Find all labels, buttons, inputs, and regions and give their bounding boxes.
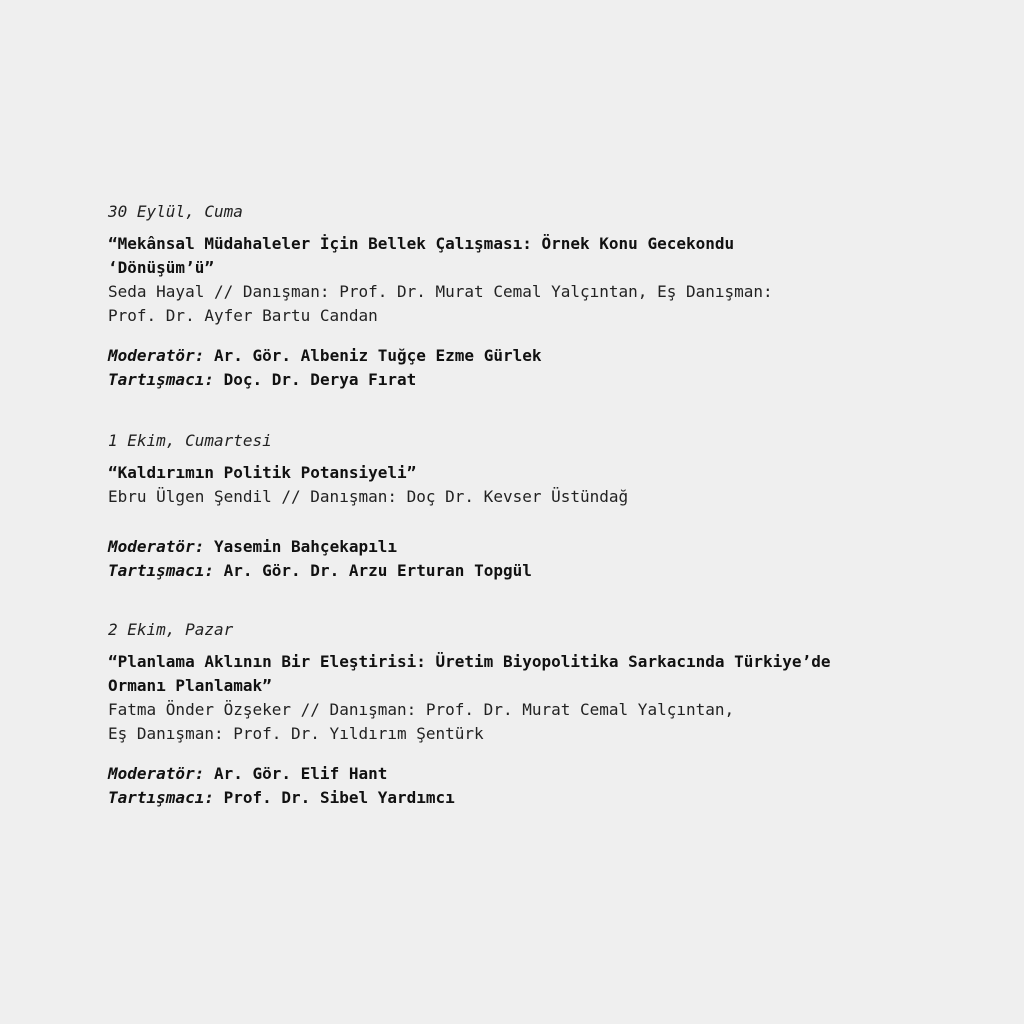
talk-title-line: “Mekânsal Müdahaleler İçin Bellek Çalışması: Örnek Konu Gecekondu: [108, 234, 735, 253]
discussant-name: Prof. Dr. Sibel Yardımcı: [223, 788, 455, 807]
presenter-line: Fatma Önder Özşeker // Danışman: Prof. Dr. Murat Cemal Yalçıntan,: [108, 700, 735, 719]
talk-title-line: “Kaldırımın Politik Potansiyeli”: [108, 463, 417, 482]
discussant-line: [108, 786, 968, 810]
talk-title-line: “Planlama Aklının Bir Eleştirisi: Üretim Biyopolitika Sarkacında Türkiye’de: [108, 652, 831, 671]
session-date: 30 Eylül, Cuma: [108, 202, 243, 221]
moderator-name: Ar. Gör. Elif Hant: [213, 764, 388, 783]
session-2: [108, 429, 968, 583]
discussant-label: Tartışmacı:: [108, 788, 214, 807]
moderator-label: Moderatör:: [108, 537, 205, 556]
discussant-label: Tartışmacı:: [108, 370, 214, 389]
moderator-line: [108, 344, 968, 368]
presenter-line: Seda Hayal // Danışman: Prof. Dr. Murat Cemal Yalçıntan, Eş Danışman:: [108, 282, 773, 301]
discussant-line: [108, 559, 968, 583]
talk-title-line: Ormanı Planlamak”: [108, 676, 272, 695]
session-date: 1 Ekim, Cumartesi: [108, 431, 272, 450]
session-3: [108, 618, 968, 810]
discussant-name: Ar. Gör. Dr. Arzu Erturan Topgül: [223, 561, 532, 580]
presenter-line: Ebru Ülgen Şendil // Danışman: Doç Dr. Kevser Üstündağ: [108, 487, 629, 506]
roles: [108, 762, 968, 810]
moderator-name: Ar. Gör. Albeniz Tuğçe Ezme Gürlek: [213, 346, 542, 365]
moderator-label: Moderatör:: [108, 764, 205, 783]
discussant-line: [108, 368, 968, 392]
moderator-line: [108, 535, 968, 559]
moderator-line: [108, 762, 968, 786]
session-1: [108, 200, 968, 392]
presenter-line: Eş Danışman: Prof. Dr. Yıldırım Şentürk: [108, 724, 484, 743]
roles: [108, 344, 968, 392]
discussant-label: Tartışmacı:: [108, 561, 214, 580]
discussant-name: Doç. Dr. Derya Fırat: [223, 370, 417, 389]
moderator-name: Yasemin Bahçekapılı: [213, 537, 397, 556]
presenter-line: Prof. Dr. Ayfer Bartu Candan: [108, 306, 378, 325]
session-date: 2 Ekim, Pazar: [108, 620, 234, 639]
moderator-label: Moderatör:: [108, 346, 205, 365]
talk-title-line: ‘Dönüşüm’ü”: [108, 258, 214, 277]
roles: [108, 535, 968, 583]
